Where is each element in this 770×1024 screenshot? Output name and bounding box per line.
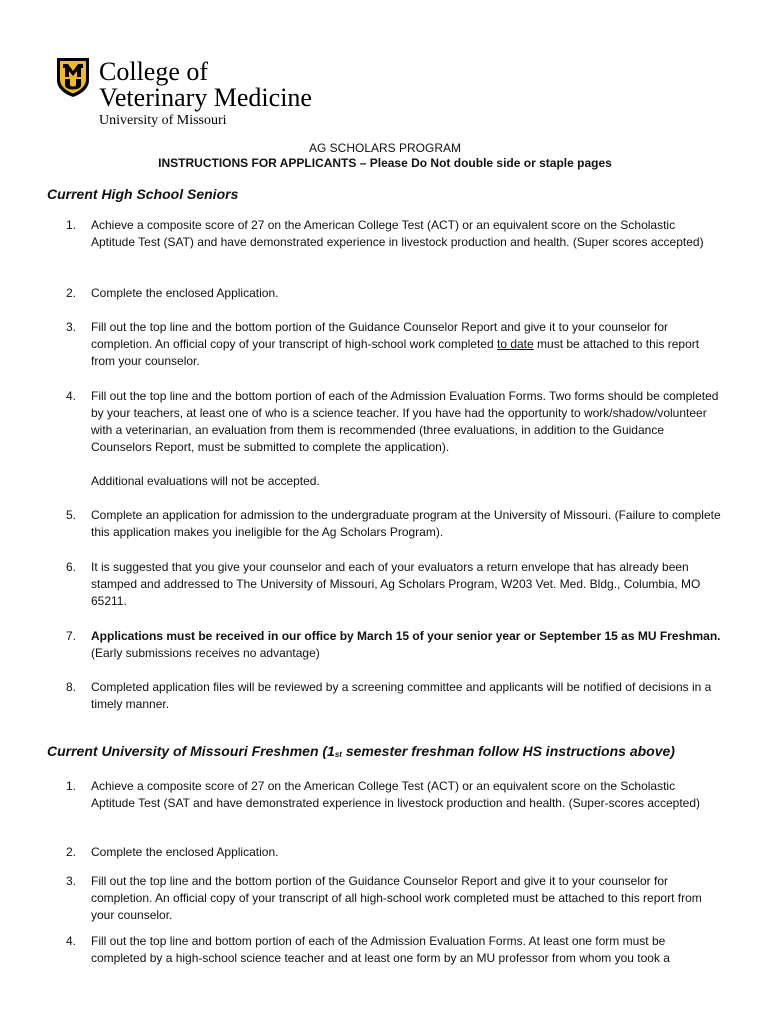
item-number: 1. (66, 218, 77, 232)
item-number: 3. (66, 320, 77, 334)
item-text: Additional evaluations will not be accepted. (91, 474, 320, 488)
item-number: 8. (66, 680, 77, 694)
item-text: Complete the enclosed Application. (91, 286, 279, 300)
item-number: 6. (66, 560, 77, 574)
item-number: 7. (66, 629, 77, 643)
item-text: Completed application files will be reviewed by a screening committee and applicants will be notified of decisions in a timely manner. (91, 680, 712, 711)
item-text: Fill out the top line and the bottom portion of each of the Admission Evaluation Forms. Two forms should be completed by your teachers, at least one of who is a science teacher. If you have had the opportunity to work/shadow/volunteer with a veterinarian, an evaluation from them is recommended (three evaluations, in addition to the Guidance Counselors Report, must be submitted to complete the application). (91, 389, 719, 454)
hs-section-title: Current High School Seniors (47, 186, 239, 202)
college-logo (55, 56, 325, 128)
item-text: It is suggested that you give your counselor and each of your evaluators a return envelope that has already been stamped and addressed to The University of Missouri, Ag Scholars Program, W203 Vet. Med. Bldg., Columbia, MO 65211. (91, 560, 701, 608)
item-text: Complete the enclosed Application. (91, 845, 279, 859)
item-text: Fill out the top line and the bottom portion of the Guidance Counselor Report and give it to your counselor for completion. An official copy of your transcript of all high-school work completed must be attached to this report from your counselor. (91, 874, 702, 922)
item-text: Achieve a composite score of 27 on the American College Test (ACT) or an equivalent score on the Scholastic Aptitude Test (SAT and have demonstrated experience in livestock production and health. (Super-scores accepted) (91, 779, 701, 810)
item-text: Complete an application for admission to the undergraduate program at the University of Missouri. (Failure to complete this application makes you ineligible for the Ag Scholars Program). (91, 508, 721, 539)
logo-college-text: College of (99, 57, 209, 86)
instructions-title: INSTRUCTIONS FOR APPLICANTS – Please Do Not double side or staple pages (158, 156, 612, 170)
mu-shield-icon (55, 56, 91, 98)
item-number: 2. (66, 286, 77, 300)
underlined-text: to date (496, 337, 534, 351)
item-number: 1. (66, 779, 77, 793)
item-number: 4. (66, 389, 77, 403)
deadline-text: Applications must be received in our office by March 15 of your senior year or September 15 as MU Freshman. (91, 629, 721, 643)
mu-section-title: Current University of Missouri Freshmen ($1_{st}$ semester freshman follow HS instructions above) (47, 743, 675, 759)
item-number: 4. (66, 934, 77, 948)
item-text: Fill out the top line and bottom portion of each of the Admission Evaluation Forms. At least one form must be completed by a high-school science teacher and at least one form by an MU professor from whom you took a (91, 934, 670, 965)
item-number: 5. (66, 508, 77, 522)
item-text: Applications must be received in our office by March 15 of your senior year or September 15 as MU Freshman. (Early submissions receives no advantage) (91, 629, 721, 660)
item-text: Fill out the top line and the bottom portion of the Guidance Counselor Report and give it to your counselor for completion. An official copy of your transcript of high-school work completed to date must be attached to this report from your counselor. (91, 320, 700, 368)
program-title: AG SCHOLARS PROGRAM (308, 141, 462, 155)
item-number: 3. (66, 874, 77, 888)
logo-university-text: University of Missouri (99, 113, 227, 128)
item-number: 2. (66, 845, 77, 859)
logo-vet-med-text: Veterinary Medicine (99, 83, 312, 112)
item-text: Achieve a composite score of 27 on the American College Test (ACT) or an equivalent score on the Scholastic Aptitude Test (SAT) and have demonstrated experience in livestock production and health. (Super scores accepted) (91, 218, 704, 249)
